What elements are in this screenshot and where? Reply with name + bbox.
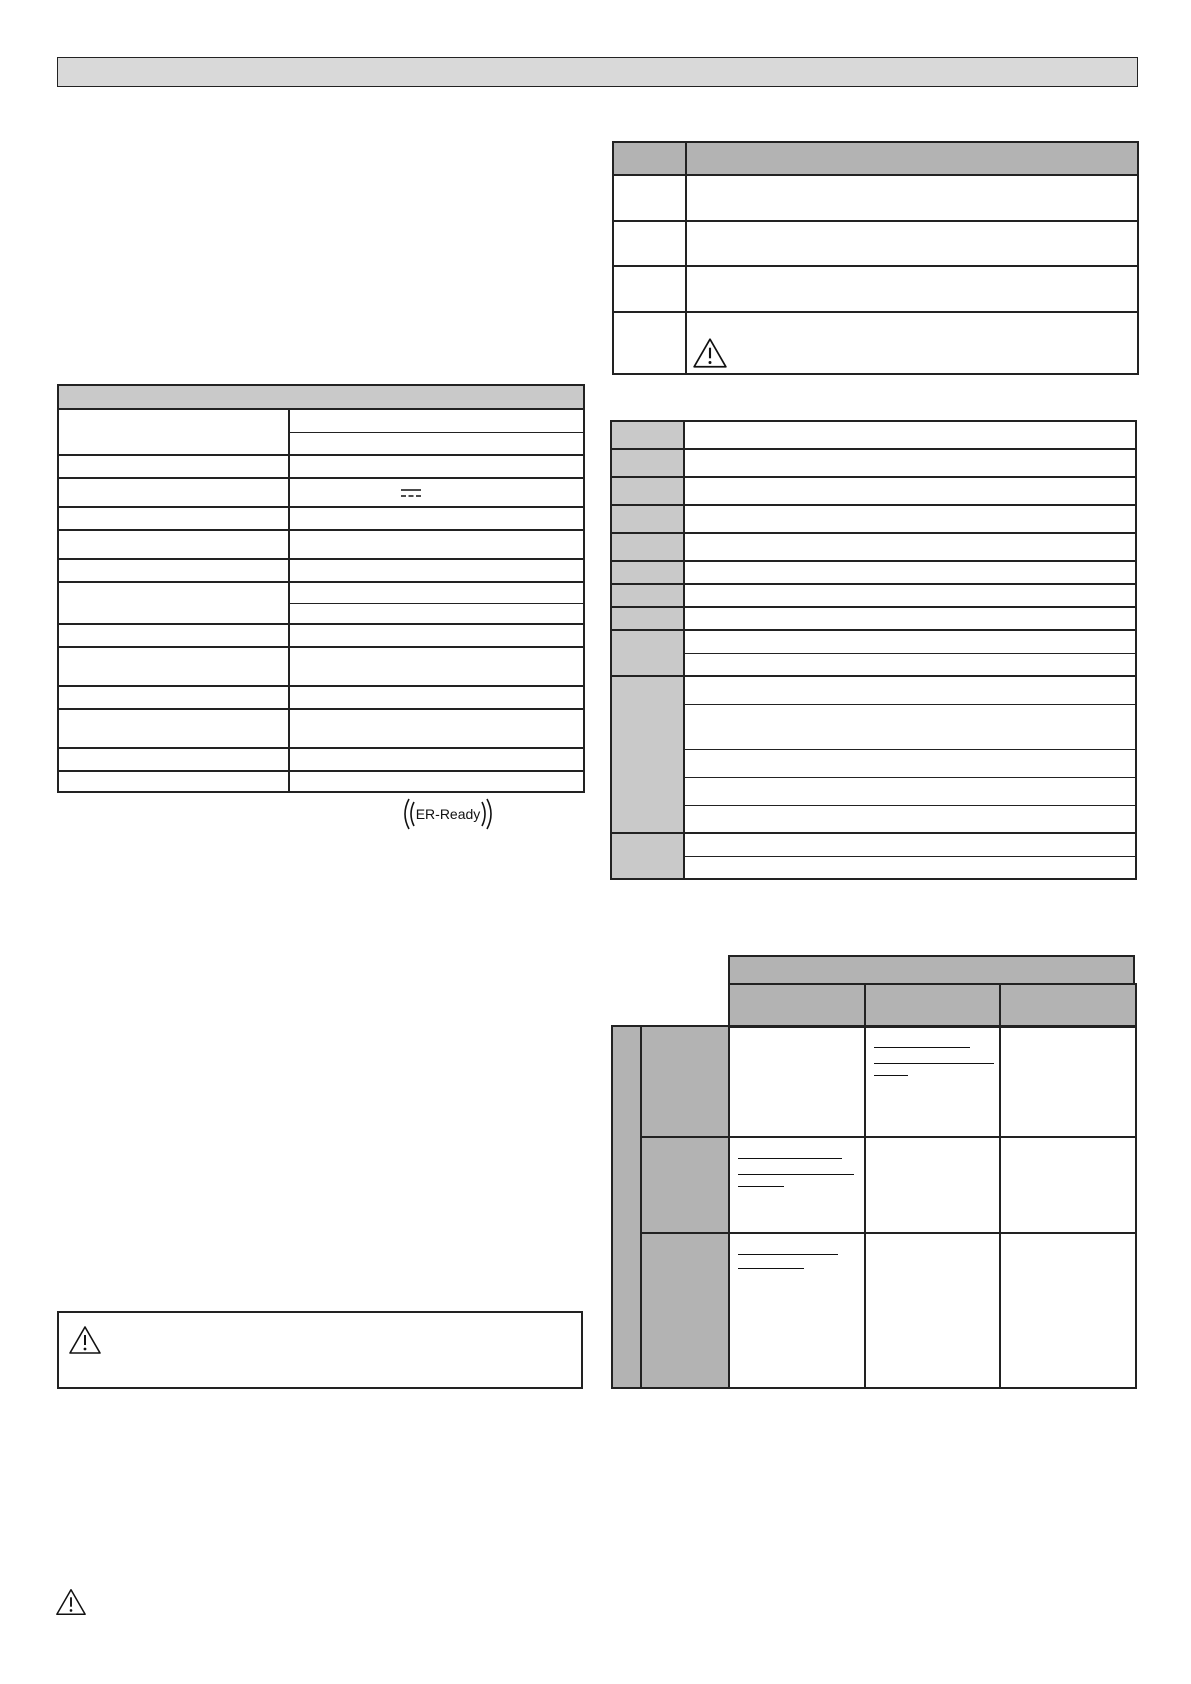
terminal-id-cell [611,676,684,833]
terminal-desc-cell [684,777,1136,805]
terminal-id-cell [611,630,684,676]
spec-label [58,771,289,792]
spec-value [289,709,584,748]
matrix-cell [729,1137,865,1233]
terminal-desc-cell [684,704,1136,749]
description-cell [686,312,1138,374]
terminal-id-cell [611,477,684,505]
terminal-desc-cell [684,449,1136,477]
terminal-id-cell [611,584,684,607]
matrix-cell [865,1137,1000,1233]
spec-label [58,748,289,771]
warning-box [57,1311,583,1389]
spec-value [289,559,584,582]
spec-value [289,771,584,792]
terminal-desc-cell [684,607,1136,630]
symbol-cell [613,175,686,221]
matrix-row-header [641,1026,729,1137]
function-matrix [611,1025,1137,1389]
spec-value [289,455,584,478]
warning-triangle-icon [68,1325,102,1355]
underline-text-placeholder [738,1254,838,1255]
specs-header [58,385,584,409]
spec-label [58,647,289,686]
terminal-desc-cell [684,833,1136,856]
matrix-row-header [641,1137,729,1233]
terminal-id-cell [611,533,684,561]
spec-label [58,709,289,748]
spec-label [58,686,289,709]
spec-label [58,582,289,624]
spec-value [289,686,584,709]
description-cell [686,221,1138,266]
matrix-top-header [728,955,1135,985]
er-ready-logo-text: ER-Ready [415,806,481,822]
underline-text-placeholder [738,1174,854,1175]
description-cell [686,266,1138,312]
matrix-cell [729,1233,865,1388]
terminal-desc-cell [684,421,1136,449]
matrix-cell [1000,1026,1136,1137]
matrix-col-header [729,984,865,1027]
spec-label [58,559,289,582]
matrix-cell [1000,1137,1136,1233]
terminal-desc-cell [684,749,1136,777]
symbol-table [612,141,1139,375]
underline-text-placeholder [738,1268,804,1269]
terminal-desc-cell [684,676,1136,704]
spec-label [58,530,289,559]
terminal-desc-cell [684,561,1136,584]
symbol-cell [613,266,686,312]
underline-text-placeholder [874,1047,970,1048]
terminal-desc-cell [684,653,1136,676]
terminal-desc-cell [684,630,1136,653]
spec-value [289,432,584,455]
spec-value [289,409,584,432]
underline-text-placeholder [874,1075,908,1076]
spec-label [58,624,289,647]
warning-triangle-icon [55,1587,87,1617]
spec-value [289,582,584,603]
spec-value-dc [289,478,584,507]
terminal-id-cell [611,607,684,630]
spec-value [289,748,584,771]
symbol-cell [613,221,686,266]
spec-value [289,647,584,686]
terminal-id-cell [611,449,684,477]
matrix-column-headers [728,983,1137,1028]
warning-triangle-icon [692,337,728,369]
underline-text-placeholder [738,1158,842,1159]
terminal-desc-cell [684,505,1136,533]
spec-label [58,478,289,507]
matrix-row-group [612,1026,641,1388]
underline-text-placeholder [738,1186,784,1187]
symbol-cell [613,312,686,374]
terminal-desc-cell [684,477,1136,505]
terminal-desc-cell [684,805,1136,833]
description-cell [686,175,1138,221]
matrix-cell [729,1026,865,1137]
spec-value [289,507,584,530]
matrix-cell [1000,1233,1136,1388]
technical-specs-table [57,384,585,793]
symbol-table-header [613,142,686,175]
matrix-col-header [1000,984,1136,1027]
terminal-desc-cell [684,533,1136,561]
matrix-row-header [641,1233,729,1388]
terminal-id-cell [611,833,684,879]
spec-value [289,530,584,559]
terminal-id-cell [611,421,684,449]
spec-label [58,409,289,455]
terminal-id-cell [611,561,684,584]
dc-current-symbol-icon [400,488,422,498]
spec-label [58,507,289,530]
spec-label [58,455,289,478]
terminal-table [610,420,1137,880]
spec-value [289,624,584,647]
spec-value [289,603,584,624]
terminal-desc-cell [684,856,1136,879]
er-ready-logo [400,797,496,831]
terminal-desc-cell [684,584,1136,607]
matrix-col-header [865,984,1000,1027]
matrix-cell [865,1026,1000,1137]
underline-text-placeholder [874,1063,994,1064]
terminal-id-cell [611,505,684,533]
section-header-bar [57,57,1138,87]
matrix-cell [865,1233,1000,1388]
symbol-table-header [686,142,1138,175]
